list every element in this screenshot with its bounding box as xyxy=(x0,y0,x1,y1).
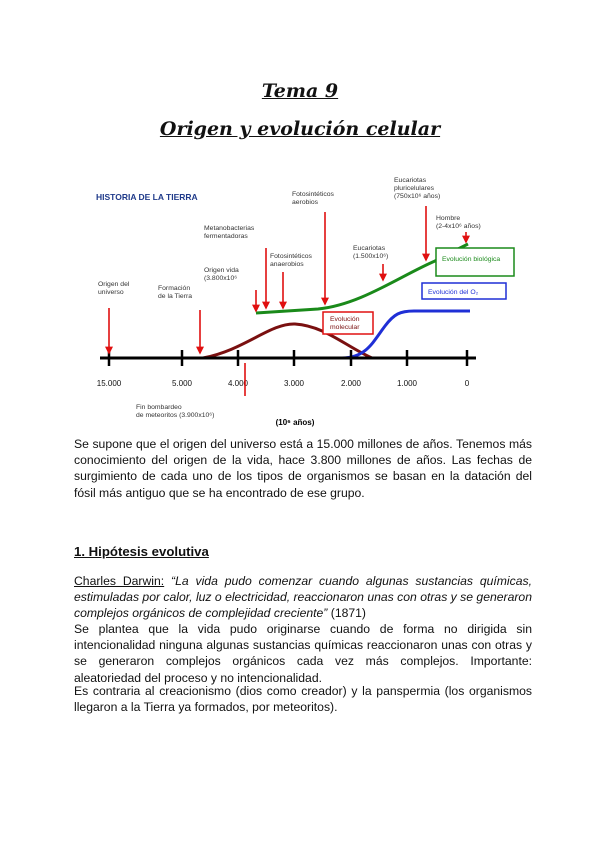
label-eucariotas-pluricelulares: Eucariotas pluricelulares (750x10⁶ años) xyxy=(394,177,441,200)
label-fotosinteticos-aerobios: Fotosintéticos aerobios xyxy=(292,191,334,206)
earth-history-figure xyxy=(80,168,520,430)
label-evolucion-o2: Evolución del O₂ xyxy=(428,289,479,296)
tick-label: 5.000 xyxy=(171,379,193,388)
axis-unit: (10⁶ años) xyxy=(275,418,315,427)
label-fotosinteticos-anaerobios: Fotosintéticos anaerobios xyxy=(270,253,312,268)
label-formacion-tierra: Formación de la Tierra xyxy=(158,285,193,300)
tick-labels xyxy=(97,379,470,388)
contrast-paragraph: Es contraria al creacionismo (dios como creador) y la panspermia (los organismos llegaron a la Tierra ya formados, por meteoritos). xyxy=(74,684,532,715)
tick-label: 2.000 xyxy=(340,379,362,388)
page-subtitle: Origen y evolución celular xyxy=(159,118,441,140)
tick-label: 3.000 xyxy=(283,379,305,388)
event-arrows xyxy=(109,206,466,396)
section-heading: 1. Hipótesis evolutiva xyxy=(74,544,209,559)
intro-paragraph: Se supone que el origen del universo está a 15.000 millones de años. Tenemos más conocimiento del origen de la vida, hace 3.800 millones de años. Las fechas de surgimiento de cada uno de los tipos de organismos se basan en la datación del fósil más antiguo que se ha encontrado de ese grupo. xyxy=(74,437,532,500)
tick-label: 1.000 xyxy=(396,379,418,388)
label-evolucion-molecular: Evolución molecular xyxy=(330,316,360,331)
page-title: Tema 9 xyxy=(261,80,339,102)
tick-label: 4.000 xyxy=(227,379,249,388)
darwin-author: Charles Darwin: xyxy=(74,574,165,588)
label-hombre: Hombre (2-4x10⁶ años) xyxy=(436,215,481,230)
darwin-quote: “La vida pudo comenzar cuando algunas sustancias químicas, estimuladas por calor, luz o electricidad, reaccionaron unas con otras y se generaron complejos orgánicos de complejidad creciente” xyxy=(74,574,532,621)
label-metanobacterias: Metanobacterias fermentadoras xyxy=(204,225,255,240)
tick-label: 0 xyxy=(464,379,470,388)
darwin-year: (1871) xyxy=(327,606,366,621)
label-origen-universo: Origen del universo xyxy=(98,281,130,296)
label-origen-vida: Origen vida (3.800x10⁶ xyxy=(204,267,239,282)
label-evolucion-biologica: Evolución biológica xyxy=(442,256,501,263)
tick-label: 15.000 xyxy=(96,379,122,388)
label-bombardeo: Fin bombardeo de meteoritos (3.900x10⁶) xyxy=(136,404,215,419)
darwin-quote-paragraph xyxy=(74,573,532,622)
label-eucariotas: Eucariotas (1.500x10⁶) xyxy=(353,245,389,260)
figure-heading: HISTORIA DE LA TIERRA xyxy=(96,192,198,202)
hypothesis-paragraph: Se plantea que la vida pudo originarse cuando de forma no dirigida sin intencionalidad ninguna algunas sustancias químicas reaccionaron unas con otras y se generaron complejos orgánicos cada vez más complejos. Importante: aleatoriedad del proceso y no intencionalidad. xyxy=(74,622,532,685)
